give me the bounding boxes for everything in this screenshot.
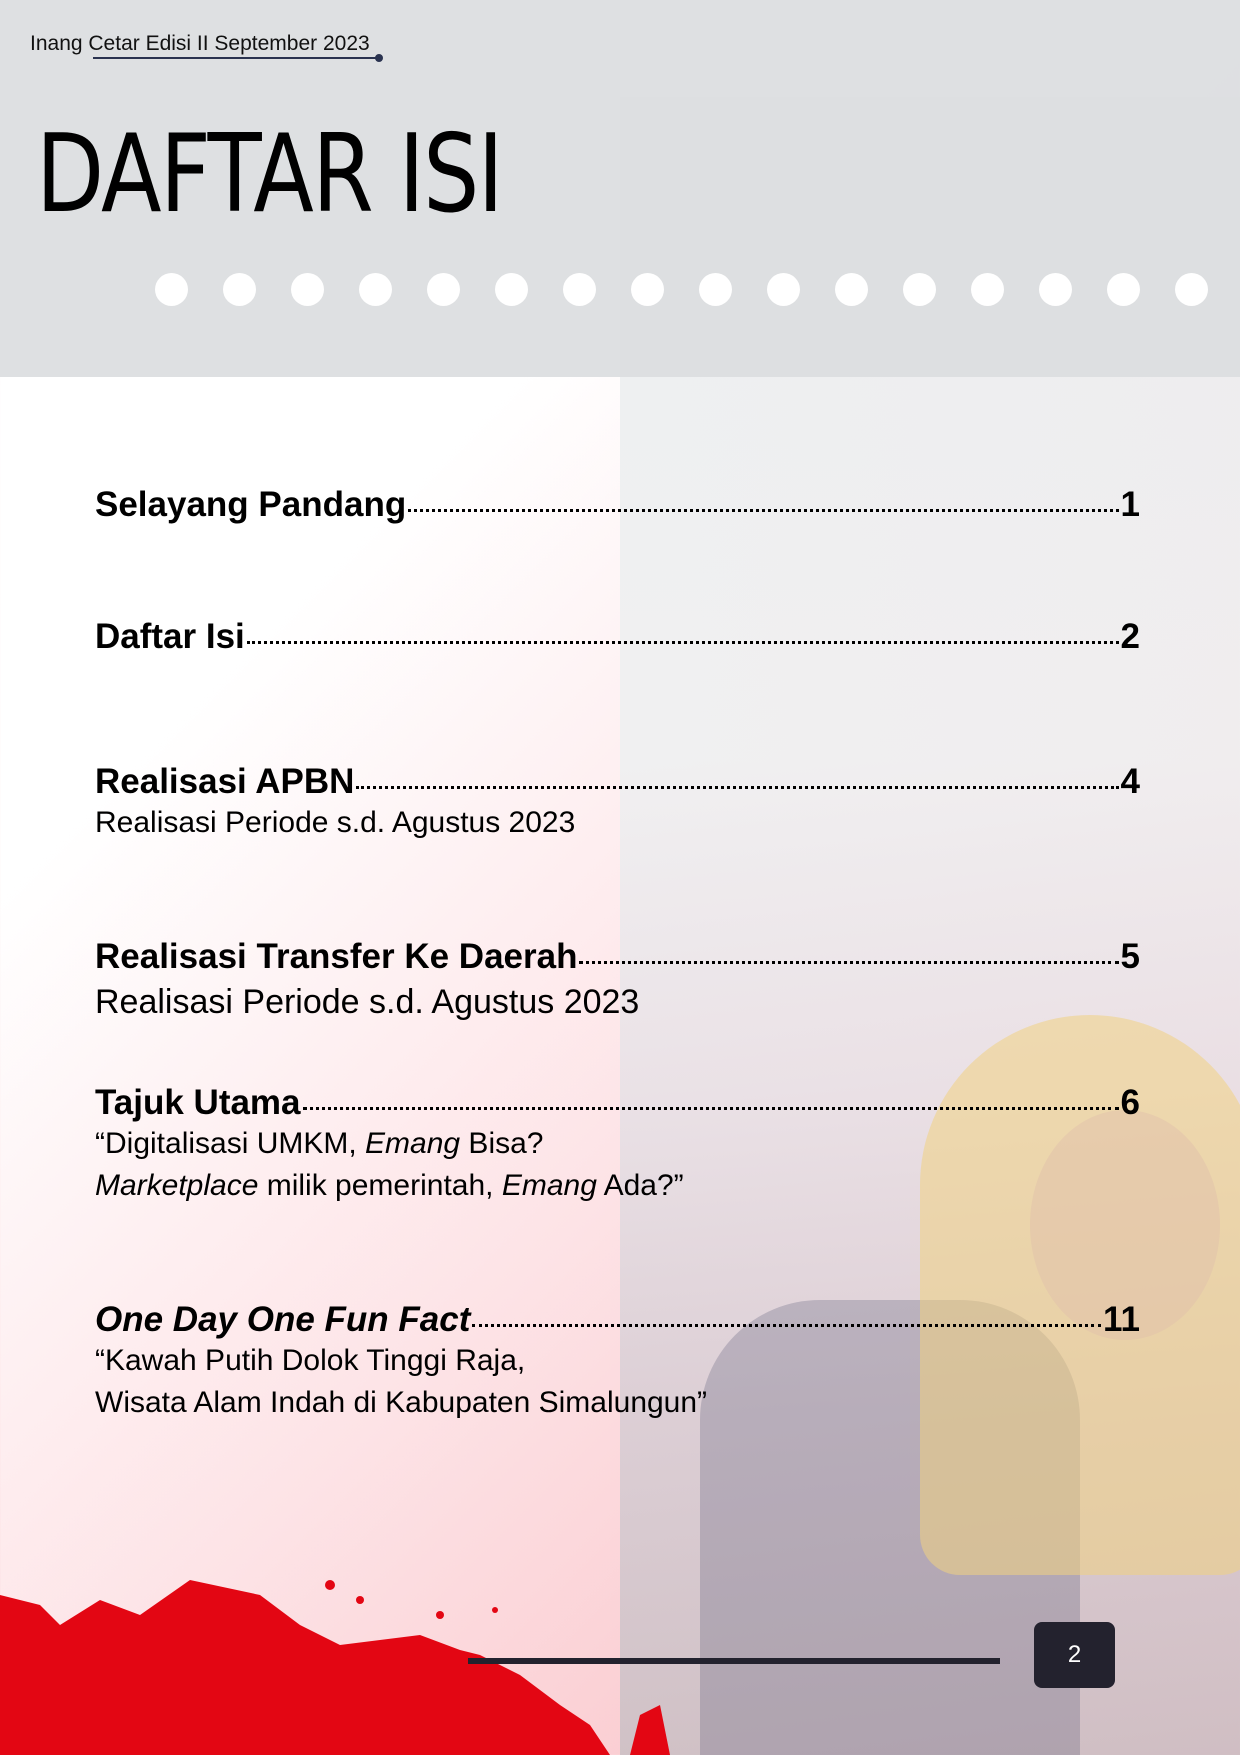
toc-page: 5 [1120,937,1140,976]
issue-label: Inang Cetar Edisi II September 2023 [30,32,370,55]
dot [699,273,732,306]
dot [359,273,392,306]
dot [767,273,800,306]
dot-leader [247,641,1119,644]
toc-entry-fun-fact[interactable] [95,1300,1140,1424]
text-italic: Emang [365,1127,461,1160]
dot [903,273,936,306]
dot [1107,273,1140,306]
toc-subtitle-line1: “Kawah Putih Dolok Tinggi Raja, [95,1344,526,1377]
issue-underline-dot [375,54,383,62]
toc-page: 11 [1103,1300,1140,1339]
dot [1039,273,1072,306]
text: milik pemerintah, [258,1169,502,1202]
dot [223,273,256,306]
text: Bisa? [460,1127,544,1160]
toc-entry-tajuk-utama[interactable] [95,1083,1140,1207]
dot-leader [303,1107,1119,1110]
toc-page: 1 [1120,485,1140,524]
text: “Digitalisasi UMKM, [95,1127,366,1160]
dot-leader [579,961,1118,964]
dot [563,273,596,306]
dot [835,273,868,306]
toc-entry-daftar-isi[interactable] [95,617,1140,657]
toc-subtitle: Realisasi Periode s.d. Agustus 2023 [95,806,576,839]
toc-subtitle-line2 [95,1165,1140,1207]
toc-title: One Day One Fun Fact [95,1300,471,1339]
dot-leader [408,509,1118,512]
dot [971,273,1004,306]
dot [631,273,664,306]
toc-subtitle-line1 [95,1123,1140,1165]
page-title: DAFTAR ISI [36,112,503,237]
footer-line [468,1658,1000,1664]
toc-page: 6 [1120,1083,1140,1122]
dot [495,273,528,306]
toc-subtitle: Realisasi Periode s.d. Agustus 2023 [95,983,640,1021]
toc-title: Tajuk Utama [95,1083,301,1122]
toc-title: Realisasi Transfer Ke Daerah [95,937,578,976]
dot-leader [356,786,1118,789]
issue-underline [93,57,379,59]
toc-title: Realisasi APBN [95,762,355,801]
dot-leader [472,1324,1101,1327]
text-italic: Emang [501,1169,597,1202]
toc-title: Daftar Isi [95,617,245,656]
toc-title: Selayang Pandang [95,485,407,524]
decorative-dots [155,273,1208,306]
toc-page: 2 [1120,617,1140,656]
dot [427,273,460,306]
dot [1175,273,1208,306]
dot [291,273,324,306]
page-number-badge: 2 [1034,1622,1115,1688]
toc-page: 4 [1120,762,1140,801]
toc-subtitle-line2: Wisata Alam Indah di Kabupaten Simalungun” [95,1386,708,1419]
text-italic: Marketplace [95,1169,259,1202]
dot [155,273,188,306]
text: Ada?” [596,1169,684,1202]
toc-entry-selayang-pandang[interactable] [95,485,1140,525]
toc-entry-realisasi-apbn[interactable] [95,762,1140,844]
toc-entry-realisasi-tkd[interactable] [95,937,1140,1023]
